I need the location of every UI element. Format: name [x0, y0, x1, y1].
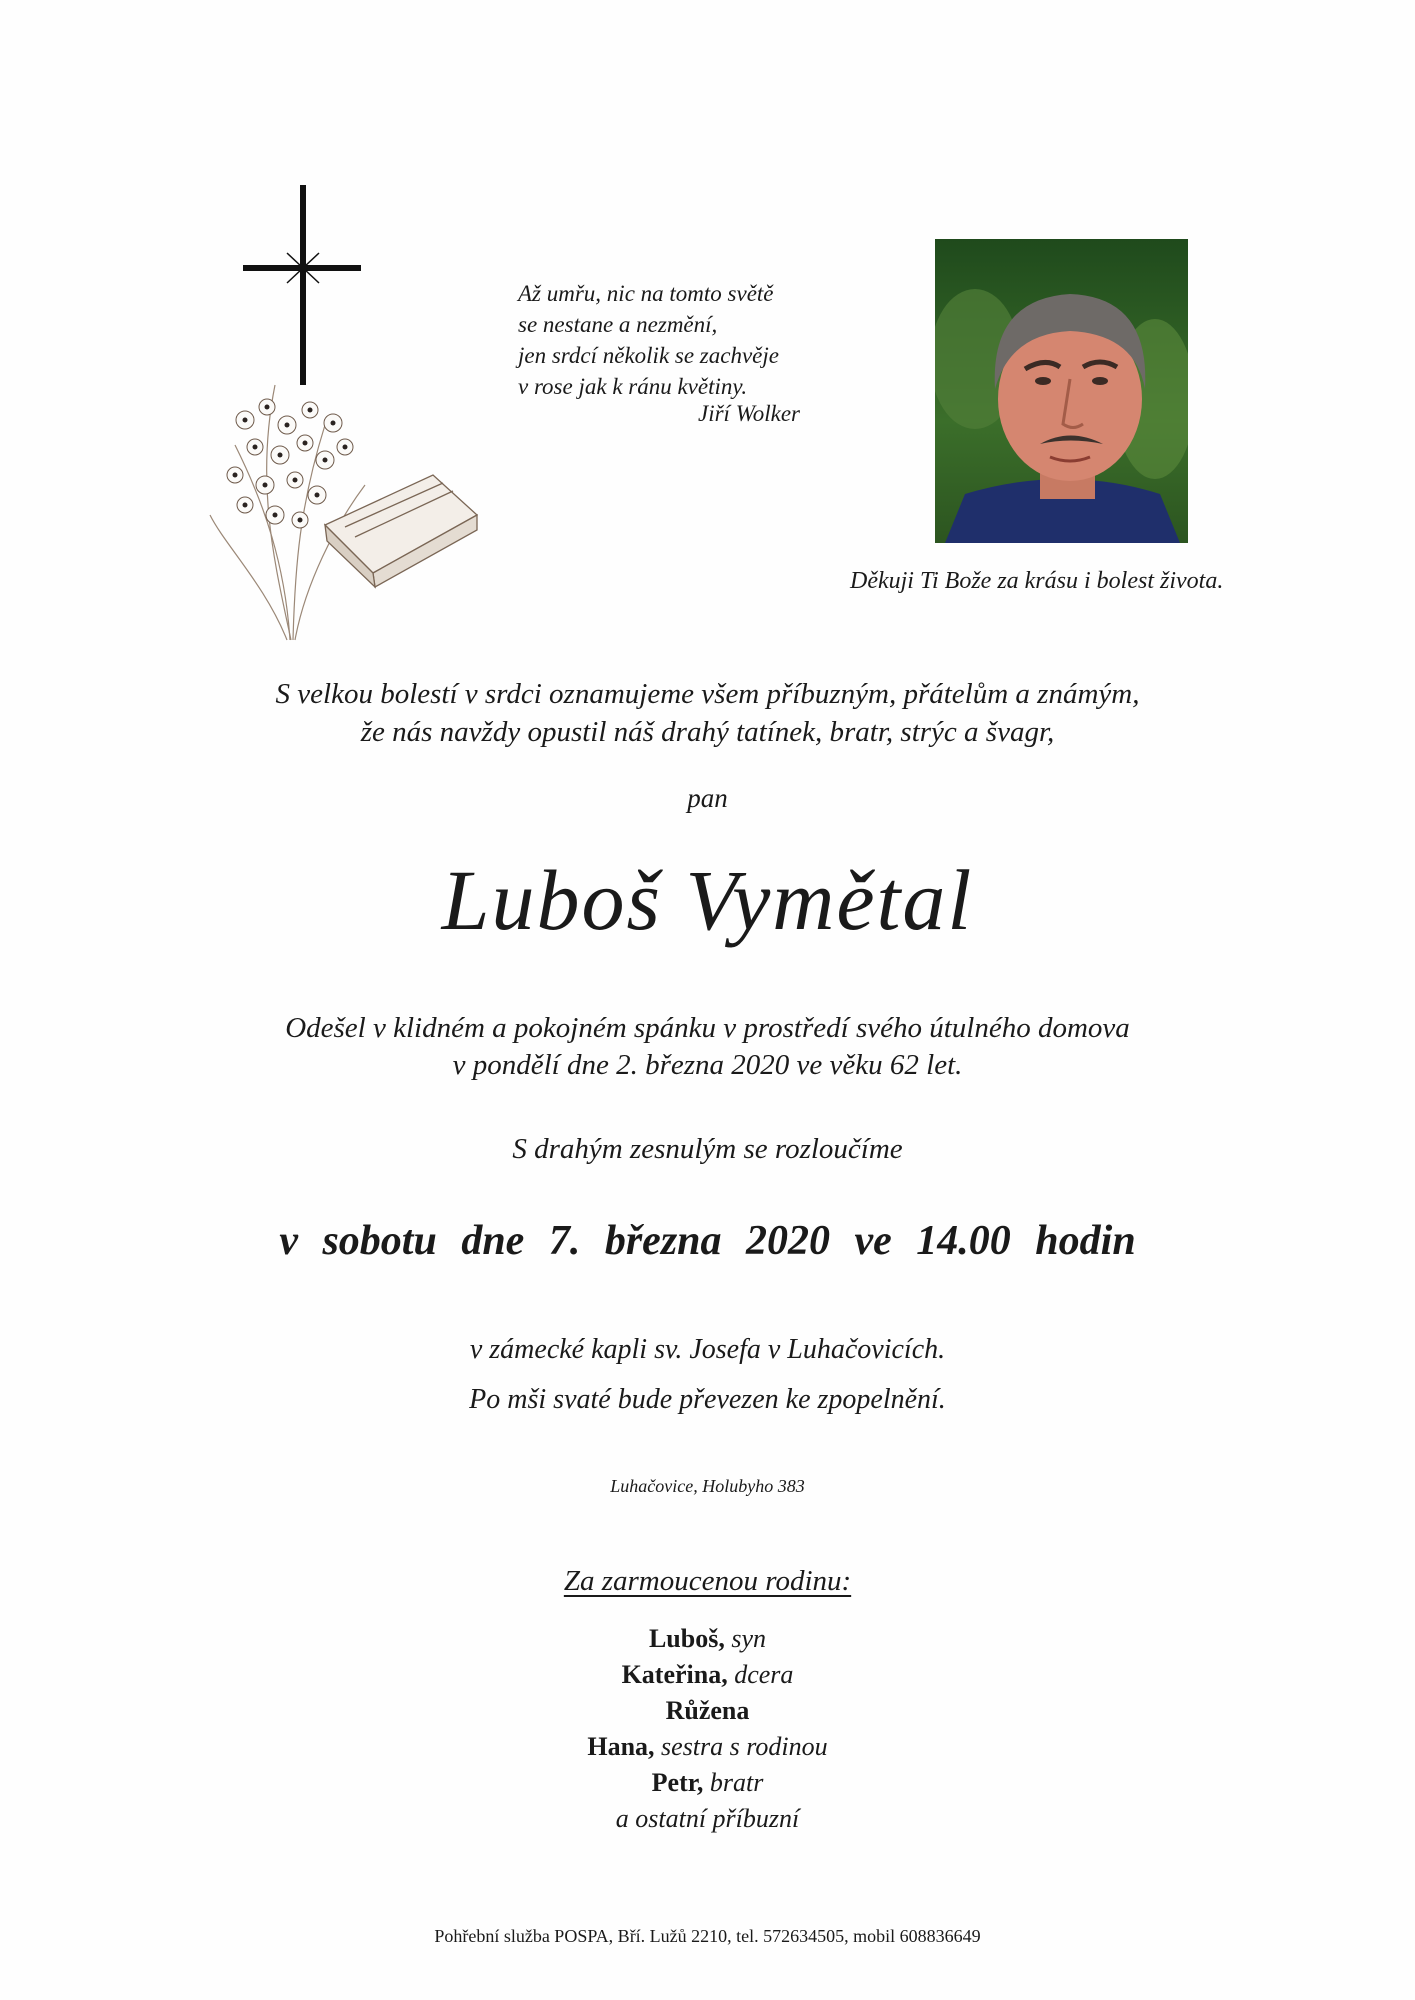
family-member-relation: sestra s rodinou — [661, 1732, 828, 1761]
address: Luhačovice, Holubyho 383 — [610, 1476, 805, 1496]
family-member-name: Petr, — [651, 1768, 704, 1797]
family-member — [0, 1657, 1415, 1693]
family-member-relation: a ostatní příbuzní — [615, 1804, 800, 1833]
family-member-name: Růžena — [665, 1696, 750, 1725]
title-word: pan — [687, 783, 728, 813]
ceremony-datetime: v sobotu dne 7. března 2020 ve 14.00 hodin — [279, 1218, 1136, 1264]
ceremony-place — [0, 1325, 1415, 1425]
farewell-text: S drahým zesnulým se rozloučíme — [512, 1133, 903, 1165]
departure-text — [0, 1010, 1415, 1084]
thanks-line: Děkuji Ti Bože za krásu i bolest života. — [850, 568, 1224, 594]
family-member-relation: syn — [731, 1624, 767, 1653]
family-list — [0, 1621, 1415, 1837]
poem-line: se nestane a nezmění, — [518, 312, 718, 337]
departure-line: v pondělí dne 2. března 2020 ve věku 62 let. — [452, 1049, 963, 1081]
family-member — [0, 1621, 1415, 1657]
family-member-relation: bratr — [709, 1768, 764, 1797]
family-member — [0, 1693, 1415, 1729]
family-member-relation: dcera — [734, 1660, 794, 1689]
departure-line: Odešel v klidném a pokojném spánku v prostředí svého útulného domova — [285, 1012, 1130, 1044]
funeral-service-footer: Pohřební služba POSPA, Bří. Lužů 2210, tel. 572634505, mobil 608836649 — [434, 1926, 981, 1946]
portrait-photo — [935, 239, 1188, 543]
family-member — [0, 1801, 1415, 1837]
family-member — [0, 1765, 1415, 1801]
deceased-name: Luboš Vymětal — [441, 852, 974, 948]
family-member-name: Kateřina, — [621, 1660, 728, 1689]
poem-line: Až umřu, nic na tomto světě — [518, 281, 774, 306]
family-heading — [0, 1565, 1415, 1598]
announcement-line: S velkou bolestí v srdci oznamujeme všem příbuzným, přátelům a známým, — [275, 678, 1140, 710]
poem-line: v rose jak k ránu květiny. — [518, 374, 748, 399]
family-member-name: Hana, — [587, 1732, 655, 1761]
cross-flowers-book-illustration — [205, 185, 485, 645]
family-member-name: Luboš, — [648, 1624, 725, 1653]
poem-author: Jiří Wolker — [698, 401, 800, 426]
place-line: Po mši svaté bude převezen ke zpopelnění. — [469, 1384, 946, 1415]
announcement-line: že nás navždy opustil náš drahý tatínek, bratr, strýc a švagr, — [360, 716, 1055, 748]
announcement — [0, 675, 1415, 751]
poem-line: jen srdcí několik se zachvěje — [518, 343, 779, 368]
poem — [518, 278, 779, 402]
place-line: v zámecké kapli sv. Josefa v Luhačovicích. — [469, 1334, 946, 1365]
family-member — [0, 1729, 1415, 1765]
family-heading-text: Za zarmoucenou rodinu: — [563, 1565, 852, 1597]
